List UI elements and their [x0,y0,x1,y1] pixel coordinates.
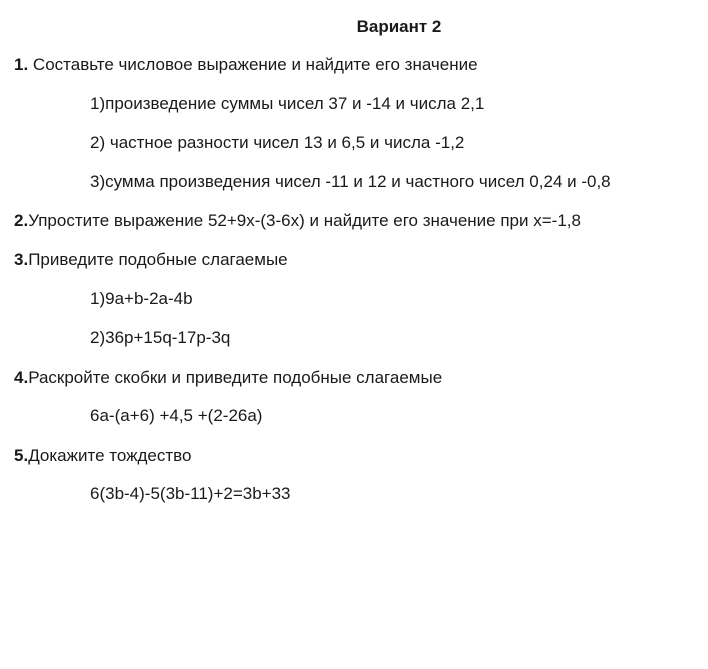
task-text: Составьте числовое выражение и найдите его значение [28,55,478,74]
task-3-heading [14,250,288,270]
task-number: 2. [14,211,29,230]
task-text: Раскройте скобки и приведите подобные слагаемые [28,368,443,387]
task-1-heading [14,55,478,75]
task-4-heading [14,368,442,388]
task-1-item-3: 3)сумма произведения чисел -11 и 12 и частного чисел 0,24 и -0,8 [90,172,611,191]
task-3-item-1: 1)9a+b-2a-4b [90,289,193,308]
task-number: 3. [14,250,29,269]
task-1-item-1: 1)произведение суммы чисел 37 и -14 и числа 2,1 [90,94,485,113]
variant-title: Вариант 2 [356,17,442,36]
task-text: Докажите тождество [28,446,192,465]
task-4-item-1: 6a-(a+6) +4,5 +(2-26a) [90,406,263,425]
task-text: Упростите выражение 52+9x-(3-6x) и найдите его значение при x=-1,8 [28,211,581,230]
task-number: 1. [14,55,29,74]
task-text: Приведите подобные слагаемые [28,250,288,269]
task-1-item-2: 2) частное разности чисел 13 и 6,5 и числа -1,2 [90,133,465,152]
task-3-item-2: 2)36p+15q-17p-3q [90,328,231,347]
task-number: 5. [14,446,29,465]
task-number: 4. [14,368,29,387]
task-5-item-1: 6(3b-4)-5(3b-11)+2=3b+33 [90,484,291,503]
task-2-heading [14,211,581,231]
task-5-heading [14,446,191,466]
